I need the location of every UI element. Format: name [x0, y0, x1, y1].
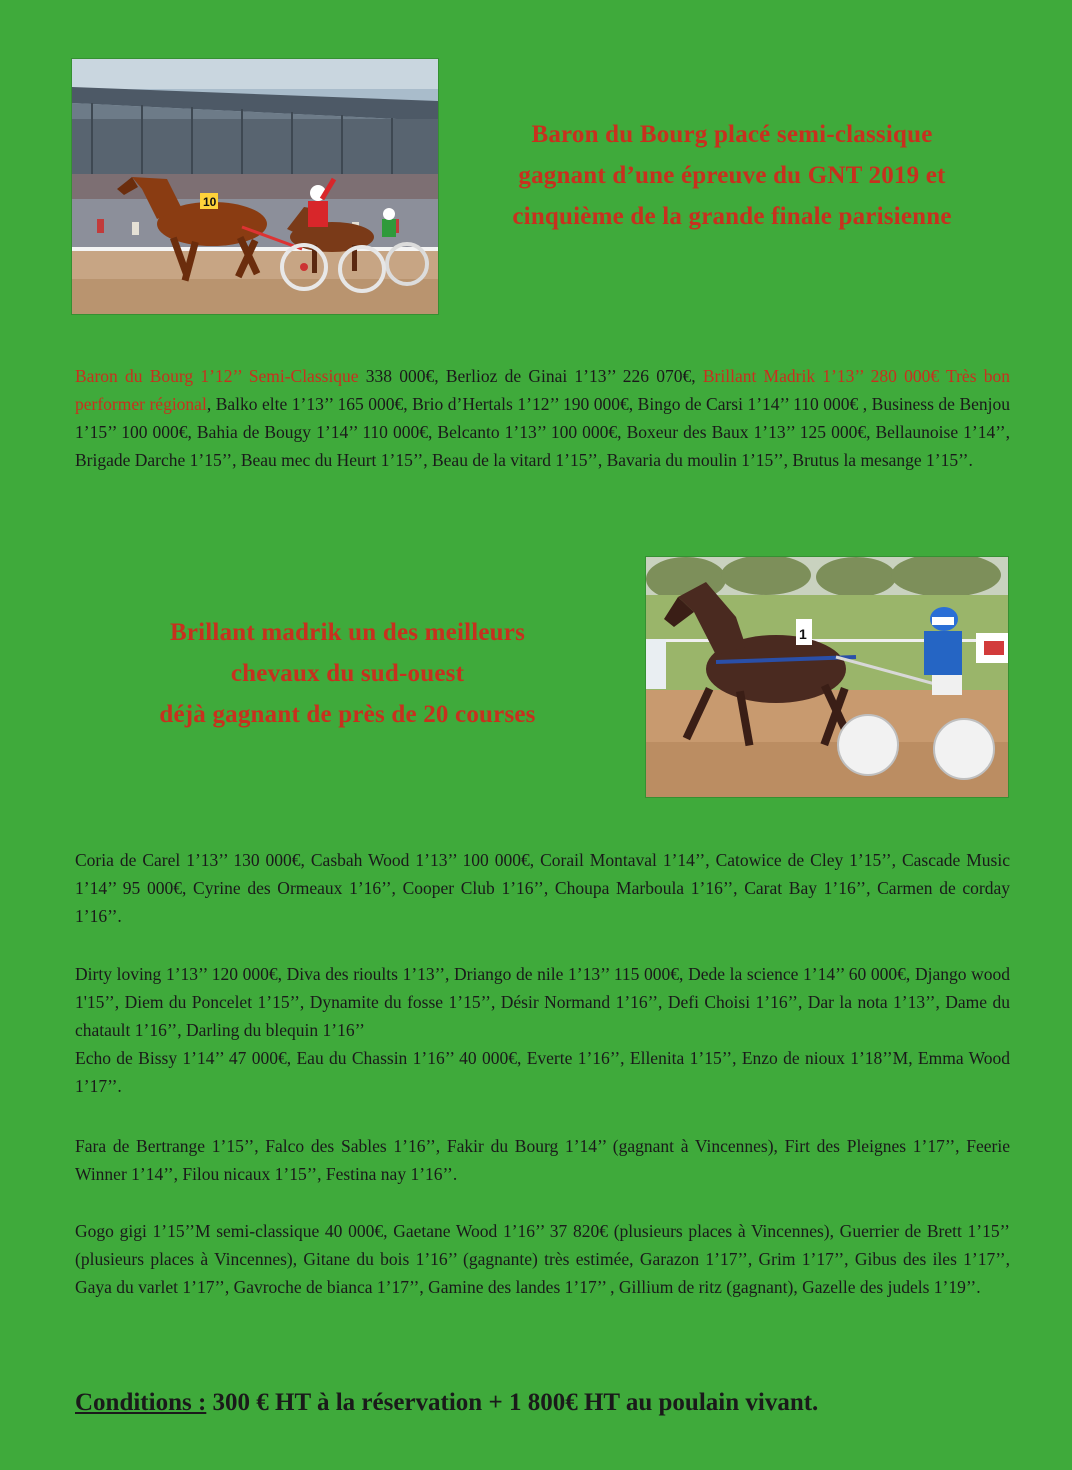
headline-brillant-madrik [75, 612, 620, 735]
conditions-text: 300 € HT à la réservation + 1 800€ HT au poulain vivant. [206, 1389, 819, 1416]
headline-line: chevaux du sud-ouest [230, 660, 465, 687]
headline-baron-du-bourg [447, 114, 1017, 237]
horses-f-paragraph: Fara de Bertrange 1’15’’, Falco des Sables 1’16’’, Fakir du Bourg 1’14’’ (gagnant à Vincennes), Firt des Pleignes 1’17’’, Feerie Winner 1’14’’, Filou nicaux 1’15’’, Festina nay 1’16’’. [75, 1136, 1010, 1184]
highlight-baron-du-bourg: Baron du Bourg 1’12’’ Semi-Classique [75, 366, 359, 386]
horses-b-paragraph [75, 362, 1010, 474]
horses-d-e-paragraph [75, 960, 1010, 1100]
horses-d-text: Dirty loving 1’13’’ 120 000€, Diva des rioults 1’13’’, Driango de nile 1’13’’ 115 000€, Dede la science 1’14’’ 60 000€, Django wood 1'15’’, Diem du Poncelet 1’15’’, Dynamite du fosse 1’15’’, Désir Normand 1’16’’, Defi Choisi 1’16’’, Dar la nota 1’13’’, Dame du chatault 1’16’’, Darling du blequin 1’16’’ [75, 964, 1010, 1040]
headline-line: gagnant d’une épreuve du GNT 2019 et [518, 162, 946, 189]
headline-line: Baron du Bourg placé semi-classique [531, 121, 933, 148]
race-photo-trotter [646, 557, 1008, 797]
paragraph-text: , Balko elte 1’13’’ 165 000€, Brio d’Hertals 1’12’’ 190 000€, Bingo de Carsi 1’14’’ 110 000€ , Business de Benjou 1’15’’ 100 000€, Bahia de Bougy 1’14’’ 110 000€, Belcanto 1’13’’ 100 000€, Boxeur des Baux 1’13’’ 125 000€, Bellaunoise 1’14’’, Brigade Darche 1’15’’, Beau mec du Heurt 1’15’’, Beau de la vitard 1’15’’, Bavaria du moulin 1’15’’, Brutus la mesange 1’15’’. [75, 394, 1010, 470]
race-number-cloth: 10 [203, 195, 217, 209]
saddle-cloth-number: 1 [799, 626, 807, 642]
paragraph-text: 338 000€, Berlioz de Ginai 1’13’’ 226 070€, [358, 366, 703, 386]
race-photo-grandstand [72, 59, 438, 314]
horses-c-paragraph: Coria de Carel 1’13’’ 130 000€, Casbah Wood 1’13’’ 100 000€, Corail Montaval 1’14’’, Catowice de Cley 1’15’’, Cascade Music 1’14’’ 95 000€, Cyrine des Ormeaux 1’16’’, Cooper Club 1’16’’, Choupa Marboula 1’16’’, Carat Bay 1’16’’, Carmen de corday 1’16’’. [75, 850, 1010, 926]
headline-line: Brillant madrik un des meilleurs [169, 619, 526, 646]
headline-line: déjà gagnant de près de 20 courses [159, 701, 536, 728]
horses-e-text: Echo de Bissy 1’14’’ 47 000€, Eau du Chassin 1’16’’ 40 000€, Everte 1’16’’, Ellenita 1’15’’, Enzo de nioux 1’18’’M, Emma Wood 1’17’’. [75, 1048, 1010, 1096]
highlight-brillant-madrik: Brillant Madrik 1’13’’ 280 000€ Très bon performer régional [75, 366, 1010, 414]
conditions-label: Conditions : [75, 1389, 207, 1416]
horses-g-paragraph: Gogo gigi 1’15’’M semi-classique 40 000€, Gaetane Wood 1’16’’ 37 820€ (plusieurs places à Vincennes), Guerrier de Brett 1’15’’ (plusieurs places à Vincennes), Gitane du bois 1’16’’ (gagnante) très estimée, Garazon 1’17’’, Grim 1’17’’, Gibus des iles 1’17’’, Gaya du varlet 1’17’’, Gavroche de bianca 1’17’’, Gamine des landes 1’17’’ , Gillium de ritz (gagnant), Gazelle des judels 1’19’’. [75, 1221, 1010, 1297]
headline-line: cinquième de la grande finale parisienne [512, 203, 952, 230]
conditions-line [75, 1389, 818, 1417]
